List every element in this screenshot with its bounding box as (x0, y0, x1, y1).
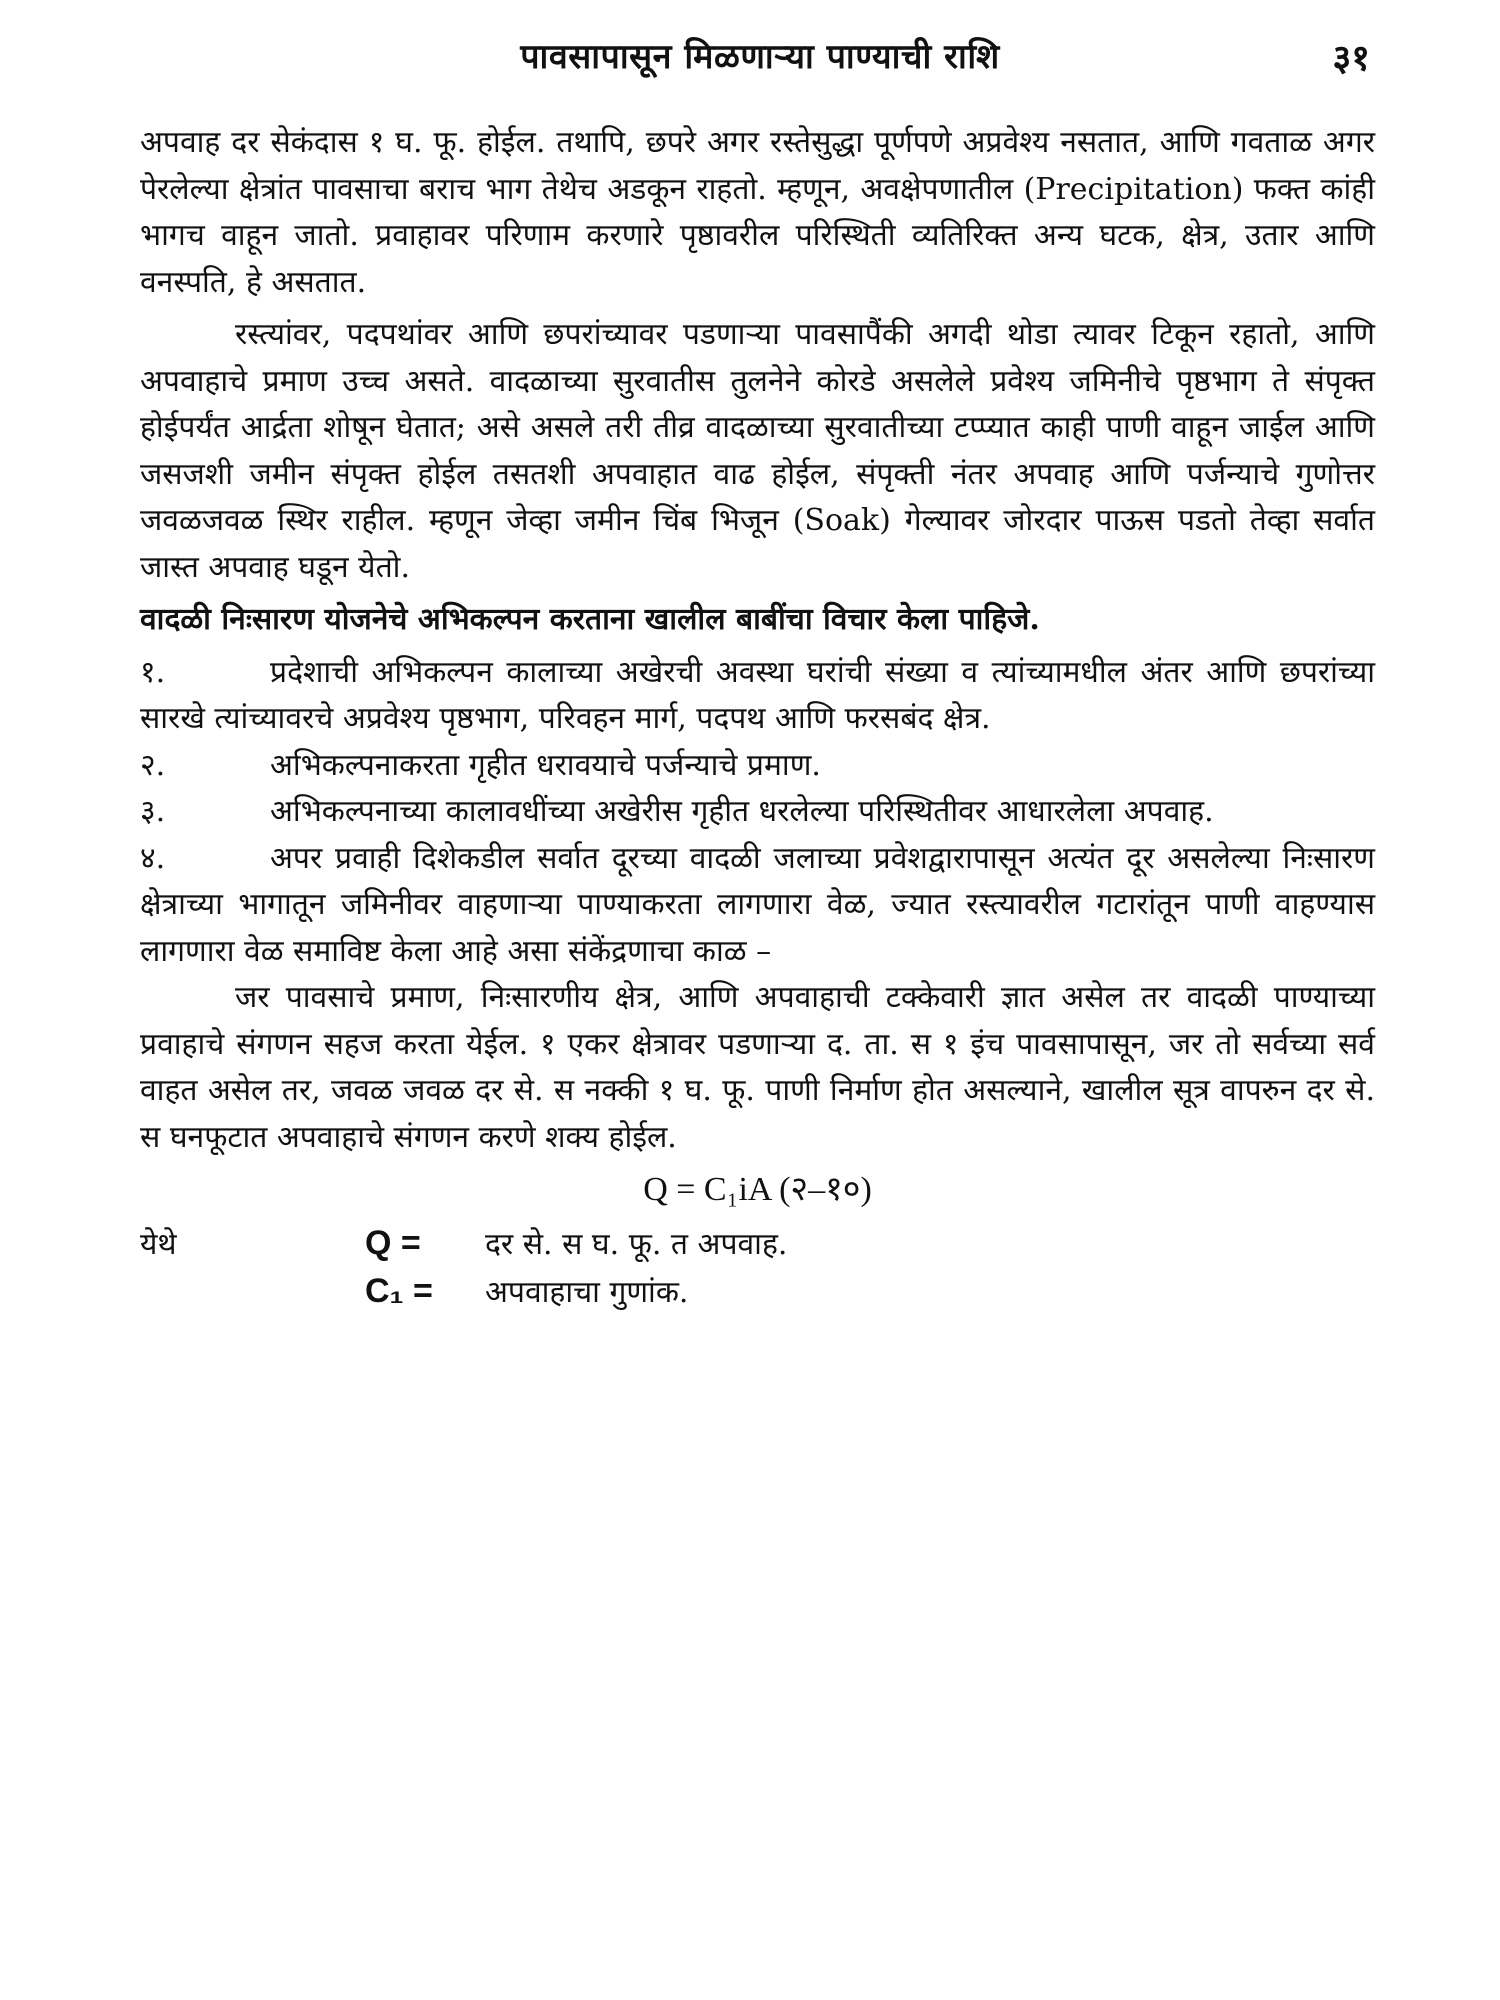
definition-row (140, 1220, 1375, 1269)
list-item (140, 743, 1375, 790)
running-header (140, 32, 1380, 82)
definition-symbol: C₁ = (365, 1272, 433, 1310)
definition-row (140, 1268, 1375, 1317)
paragraph-runoff-intro: अपवाह दर सेकंदास १ घ. फू. होईल. तथापि, छपरे अगर रस्तेसुद्धा पूर्णपणे अप्रवेश्य नसतात, आणि गवताळ अगर पेरलेल्या क्षेत्रांत पावसाचा बराच भाग तेथेच अडकून राहतो. म्हणून, अवक्षेपणातील (Precipitation) फक्त कांही भागच वाहून जातो. प्रवाहावर परिणाम करणारे पृष्ठावरील परिस्थिती व्यतिरिक्त अन्य घटक, क्षेत्र, उतार आणि वनस्पति, हे असतात. (140, 125, 1375, 300)
paragraph-roads-runoff: रस्त्यांवर, पदपथांवर आणि छपरांच्यावर पडणाऱ्या पावसापैंकी अगदी थोडा त्यावर टिकून रहातो, आणि अपवाहाचे प्रमाण उच्च असते. वादळाच्या सुरवातीस तुलनेने कोरडे असलेले प्रवेश्य जमिनीचे पृष्ठभाग ते संपृक्त होईपर्यंत आर्द्रता शोषून घेतात; असे असले तरी तीव्र वादळाच्या सुरवातीच्या टप्प्यात काही पाणी वाहून जाईल आणि जसजशी जमीन संपृक्त होईल तसतशी अपवाहात वाढ होईल, संपृक्ती नंतर अपवाह आणि पर्जन्याचे गुणोत्तर जवळजवळ स्थिर राहील. म्हणून जेव्हा जमीन चिंब भिजून (Soak) गेल्यावर जोरदार पाऊस पडतो तेव्हा सर्वात जास्त अपवाह घडून येतो. (140, 317, 1375, 585)
list-item-number: ४. (140, 840, 166, 876)
list-item-text: अभिकल्पनाच्या कालावधींच्या अखेरीस गृहीत धरलेल्या परिस्थितीवर आधारलेला अपवाह. (270, 794, 1214, 829)
paragraph-flow-computation: जर पावसाचे प्रमाण, निःसारणीय क्षेत्र, आणि अपवाहाची टक्केवारी ज्ञात असेल तर वादळी पाण्याच्या प्रवाहाचे संगणन सहज करता येईल. १ एकर क्षेत्रावर पडणाऱ्या द. ता. स १ इंच पावसापासून, जर तो सर्वच्या सर्व वाहत असेल तर, जवळ जवळ दर से. स नक्की १ घ. फू. पाणी निर्माण होत असल्याने, खालील सूत्र वापरुन दर से. स घनफूटात अपवाहाचे संगणन करणे शक्य होईल. (140, 980, 1375, 1155)
list-item-text: अभिकल्पनाकरता गृहीत धरावयाचे पर्जन्याचे प्रमाण. (270, 747, 821, 783)
list-item-text: अपर प्रवाही दिशेकडील सर्वात दूरच्या वादळी जलाच्या प्रवेशद्वारापासून अत्यंत दूर असलेल्या निःसारण क्षेत्राच्या भागातून जमिनीवर वाहणाऱ्या पाण्याकरता लागणारा वेळ, ज्यात रस्त्यावरील गटारांतून पाणी वाहण्यास लागणारा वेळ समाविष्ट केला आहे असा संकेंद्रणाचा काळ – (140, 840, 1375, 969)
definition-symbol: Q = (365, 1223, 421, 1262)
list-item-number: १. (140, 654, 166, 690)
body-text (140, 120, 1375, 1317)
list-item-text: प्रदेशाची अभिकल्पन कालाच्या अखेरची अवस्था घरांची संख्या व त्यांच्यामधील अंतर आणि छपरांच्या सारखे त्यांच्यावरचे अप्रवेश्य पृष्ठभाग, परिवहन मार्ग, पदपथ आणि फरसबंद क्षेत्र. (140, 654, 1375, 736)
runoff-formula: Q = C₁iA (२–१०) (643, 1171, 872, 1208)
page-number: ३१ (1332, 37, 1370, 79)
definition-text: दर से. स घ. फू. त अपवाह. (485, 1226, 788, 1262)
list-item-number: २. (140, 747, 166, 783)
list-item (140, 836, 1375, 976)
list-item (140, 789, 1375, 836)
definition-label: येथे (140, 1226, 177, 1262)
chapter-title: पावसापासून मिळणाऱ्या पाण्याची राशि (520, 37, 1000, 77)
list-item-number: ३. (140, 794, 166, 829)
design-considerations-heading: वादळी निःसारण योजनेचे अभिकल्पन करताना खालील बाबींचा विचार केला पाहिजे. (140, 602, 1040, 637)
definition-text: अपवाहाचा गुणांक. (485, 1275, 689, 1310)
list-item (140, 650, 1375, 743)
